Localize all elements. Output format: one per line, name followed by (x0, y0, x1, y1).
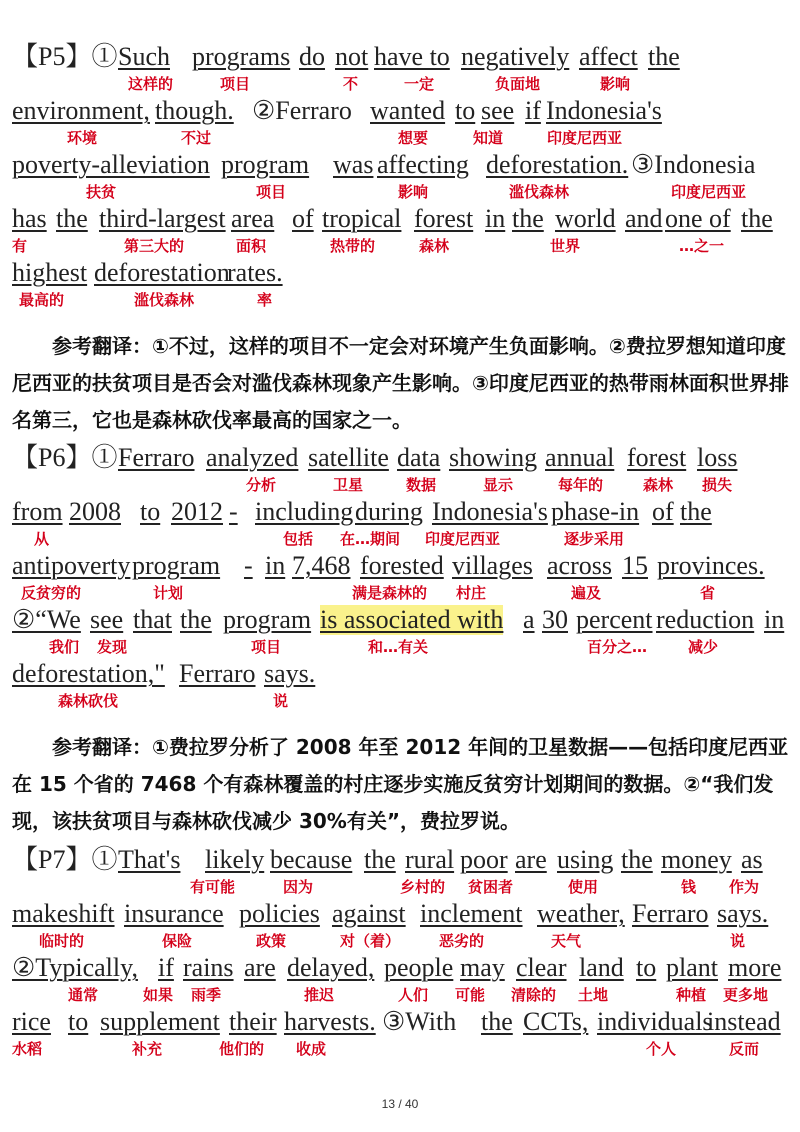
english-word: 30 (542, 605, 568, 634)
chinese-gloss: 推迟 (304, 986, 335, 1004)
chinese-gloss: 村庄 (456, 584, 487, 602)
english-word: data (397, 443, 441, 472)
p7-english-line (12, 1007, 792, 1041)
english-word: the (621, 845, 653, 874)
english-word: Indonesia's (432, 497, 548, 526)
chinese-gloss: 反而 (729, 1040, 760, 1058)
english-word: the (56, 204, 88, 233)
chinese-gloss: 扶贫 (86, 183, 117, 201)
p7-gloss-line (12, 877, 792, 899)
chinese-gloss: 项目 (220, 75, 251, 93)
p6-gloss-line (12, 529, 792, 551)
english-word: Ferraro (179, 659, 256, 688)
english-word: was (333, 150, 374, 179)
chinese-gloss: 第三大的 (124, 237, 185, 255)
chinese-gloss: 满是森林的 (352, 584, 428, 602)
chinese-gloss: 如果 (143, 986, 174, 1004)
english-word: of (652, 497, 674, 526)
english-word: their (229, 1007, 277, 1036)
english-word: rains (183, 953, 234, 982)
chinese-gloss: 世界 (550, 237, 581, 255)
chinese-gloss: 百分之… (587, 638, 648, 656)
english-word: wanted (370, 96, 446, 125)
p7-english-line (12, 845, 792, 879)
chinese-gloss: 逐步采用 (564, 530, 625, 548)
english-word: 2008 (69, 497, 121, 526)
chinese-gloss: 政策 (256, 932, 287, 950)
english-word: including (255, 497, 354, 526)
english-word: Ferraro (118, 443, 195, 472)
chinese-gloss: 不过 (181, 129, 212, 147)
chinese-gloss: 作为 (729, 878, 760, 896)
chinese-gloss: 我们 (49, 638, 80, 656)
p7-gloss-line (12, 985, 792, 1007)
english-word: delayed, (287, 953, 375, 982)
chinese-gloss: 土地 (578, 986, 609, 1004)
english-word: deforestation," (12, 659, 165, 688)
chinese-gloss: 人们 (398, 986, 429, 1004)
english-word: instead (707, 1007, 781, 1036)
p6-gloss-line (12, 637, 792, 659)
english-word: 2012 (171, 497, 223, 526)
english-word: tropical (322, 204, 402, 233)
chinese-gloss: 滥伐森林 (509, 183, 570, 201)
p6-gloss-line (12, 583, 792, 605)
p6-english-line (12, 497, 792, 531)
english-word: plant (666, 953, 718, 982)
chinese-gloss: 影响 (600, 75, 631, 93)
chinese-gloss: 可能 (455, 986, 486, 1004)
english-word: more (728, 953, 782, 982)
chinese-gloss: 雨季 (191, 986, 222, 1004)
chinese-gloss: 包括 (283, 530, 314, 548)
english-word: against (332, 899, 406, 928)
english-word: the (680, 497, 712, 526)
p5-gloss-line (12, 236, 792, 258)
english-word: forest (414, 204, 474, 233)
chinese-gloss: 保险 (162, 932, 193, 950)
english-word: poor (460, 845, 508, 874)
chinese-gloss: 通常 (68, 986, 99, 1004)
chinese-gloss: 天气 (551, 932, 582, 950)
p6-english-line (12, 443, 792, 477)
english-word: are (244, 953, 276, 982)
english-word: deforestation. (486, 150, 629, 179)
english-word: 【P5】① (12, 42, 118, 71)
chinese-gloss: 数据 (406, 476, 437, 494)
english-word: program (221, 150, 310, 179)
english-word: ②Typically, (12, 953, 138, 982)
chinese-gloss: 有 (12, 237, 28, 255)
p6-english-line (12, 659, 792, 693)
english-word: land (579, 953, 624, 982)
english-word: not (335, 42, 369, 71)
p5-english-line (12, 96, 792, 130)
chinese-gloss: 钱 (681, 878, 697, 896)
english-word: makeshift (12, 899, 115, 928)
english-word: the (741, 204, 773, 233)
english-word: loss (697, 443, 738, 472)
chinese-gloss: 知道 (473, 129, 504, 147)
chinese-gloss: 使用 (568, 878, 599, 896)
english-word: villages (452, 551, 533, 580)
english-word: forest (627, 443, 687, 472)
chinese-gloss: 因为 (283, 878, 314, 896)
p5-english-line (12, 150, 792, 184)
english-word: though. (155, 96, 234, 125)
chinese-gloss: 和…有关 (368, 638, 429, 656)
p5-gloss-line (12, 128, 792, 150)
chinese-gloss: 有可能 (190, 878, 236, 896)
english-word: 15 (622, 551, 648, 580)
english-word: antipoverty (12, 551, 131, 580)
chinese-gloss: 显示 (483, 476, 514, 494)
chinese-gloss: 面积 (236, 237, 267, 255)
p7-english-line (12, 899, 792, 933)
english-word: clear (516, 953, 567, 982)
english-word: highest (12, 258, 88, 287)
chinese-gloss: 个人 (646, 1040, 677, 1058)
english-word: That's (118, 845, 181, 874)
highlighted-phrase: is associated with (320, 605, 504, 634)
english-word: the (648, 42, 680, 71)
english-word: of (292, 204, 314, 233)
english-word: may (460, 953, 505, 982)
chinese-gloss: …之一 (679, 237, 725, 255)
p5-gloss-line (12, 74, 792, 96)
p5-gloss-line (12, 182, 792, 204)
english-word: ②“We (12, 605, 81, 634)
chinese-gloss: 分析 (246, 476, 277, 494)
english-word: have to (374, 42, 450, 71)
english-word: showing (449, 443, 538, 472)
english-word: in (485, 204, 506, 233)
english-word: Such (118, 42, 170, 71)
chinese-gloss: 项目 (251, 638, 282, 656)
english-word: using (557, 845, 614, 874)
p6-gloss-line (12, 475, 792, 497)
chinese-gloss: 想要 (398, 129, 429, 147)
p7-english-line (12, 953, 792, 987)
chinese-gloss: 森林 (643, 476, 674, 494)
english-word: program (223, 605, 312, 634)
english-word: Ferraro (632, 899, 709, 928)
p5-translation: 参考翻译：①不过，这样的项目不一定会对环境产生负面影响。②费拉罗想知道印度尼西亚的扶贫项目是否会对滥伐森林现象产生影响。③印度尼西亚的热带雨林面积世界排名第三，它也是森林砍伐率最高的国家之一。 (12, 334, 789, 432)
english-word: the (481, 1007, 513, 1036)
chinese-gloss: 最高的 (19, 291, 65, 309)
english-word: negatively (461, 42, 570, 71)
english-word: deforestation (94, 258, 230, 287)
english-word: to (636, 953, 657, 982)
english-word: during (355, 497, 423, 526)
p6-gloss-line (12, 691, 792, 713)
chinese-gloss: 在…期间 (340, 530, 401, 548)
english-word: world (555, 204, 616, 233)
english-word: percent (576, 605, 653, 634)
english-word: rates. (227, 258, 283, 287)
chinese-gloss: 这样的 (128, 75, 174, 93)
english-word: area (231, 204, 275, 233)
english-word: 【P7】① (12, 845, 118, 874)
english-word: supplement (100, 1007, 220, 1036)
chinese-gloss: 更多地 (723, 986, 769, 1004)
english-word: policies (239, 899, 320, 928)
english-word: says. (264, 659, 316, 688)
chinese-gloss: 滥伐森林 (134, 291, 195, 309)
english-word: analyzed (206, 443, 299, 472)
chinese-gloss: 森林砍伐 (58, 692, 119, 710)
english-word: program (132, 551, 221, 580)
english-word: in (265, 551, 286, 580)
english-word: CCTs, (523, 1007, 589, 1036)
english-word: annual (545, 443, 615, 472)
english-word: the (512, 204, 544, 233)
english-word: likely (205, 845, 265, 874)
chinese-gloss: 说 (273, 692, 289, 710)
english-word: phase-in (551, 497, 640, 526)
p5-gloss-line (12, 290, 792, 312)
english-word: because (270, 845, 353, 874)
english-word: affecting (377, 150, 469, 179)
p6-translation: 参考翻译：①费拉罗分析了 2008 年至 2012 年间的卫星数据——包括印度尼西亚在 15 个省的 7468 个有森林覆盖的村庄逐步实施反贫穷计划期间的数据。②“我们发现，该扶贫项目与森林砍伐减少 30%有关”，费拉罗说。 (12, 735, 789, 833)
chinese-gloss: 发现 (97, 638, 128, 656)
english-word: that (133, 605, 172, 634)
chinese-gloss: 对（着） (340, 932, 401, 950)
chinese-gloss: 印度尼西亚 (671, 183, 747, 201)
english-word: a (523, 605, 535, 634)
chinese-gloss: 负面地 (495, 75, 541, 93)
english-word: ③Indonesia (631, 150, 756, 179)
english-word: to (455, 96, 476, 125)
english-word: the (180, 605, 212, 634)
chinese-gloss: 率 (257, 291, 273, 309)
chinese-gloss: 省 (700, 584, 716, 602)
chinese-gloss: 热带的 (330, 237, 376, 255)
chinese-gloss: 水稻 (12, 1040, 43, 1058)
chinese-gloss: 清除的 (511, 986, 557, 1004)
chinese-gloss: 临时的 (39, 932, 85, 950)
english-word: see (90, 605, 124, 634)
chinese-gloss: 卫星 (333, 476, 364, 494)
english-word: third-largest (99, 204, 226, 233)
english-word: if (158, 953, 174, 982)
english-word: - (229, 497, 238, 526)
english-word: in (764, 605, 785, 634)
english-word: and (625, 204, 663, 233)
chinese-gloss: 恶劣的 (439, 932, 485, 950)
chinese-gloss: 反贫穷的 (21, 584, 82, 602)
chinese-gloss: 印度尼西亚 (547, 129, 623, 147)
chinese-gloss: 从 (34, 530, 50, 548)
chinese-gloss: 种植 (676, 986, 707, 1004)
p7-gloss-line (12, 1039, 792, 1061)
english-word: individuals (597, 1007, 713, 1036)
english-word: 【P6】① (12, 443, 118, 472)
english-word: harvests. (284, 1007, 376, 1036)
english-word: reduction (656, 605, 755, 634)
english-word: provinces. (657, 551, 765, 580)
chinese-gloss: 不 (343, 75, 359, 93)
chinese-gloss: 一定 (404, 75, 435, 93)
p5-english-line (12, 258, 792, 292)
chinese-gloss: 每年的 (558, 476, 604, 494)
chinese-gloss: 补充 (132, 1040, 163, 1058)
chinese-gloss: 贫困者 (468, 878, 514, 896)
english-word: the (364, 845, 396, 874)
chinese-gloss: 环境 (67, 129, 98, 147)
chinese-gloss: 项目 (256, 183, 287, 201)
english-word: see (481, 96, 515, 125)
english-word: from (12, 497, 63, 526)
english-word: poverty-alleviation (12, 150, 210, 179)
english-word: as (741, 845, 763, 874)
english-word: do (299, 42, 325, 71)
english-word: satellite (308, 443, 389, 472)
english-word: affect (579, 42, 638, 71)
english-word: says. (717, 899, 769, 928)
chinese-gloss: 乡村的 (400, 878, 446, 896)
english-word: programs (192, 42, 291, 71)
p5-english-line (12, 204, 792, 238)
chinese-gloss: 遍及 (571, 584, 602, 602)
p5-english-line (12, 42, 792, 76)
english-word: rice (12, 1007, 51, 1036)
english-word: 7,468 (292, 551, 351, 580)
english-word: environment, (12, 96, 150, 125)
p6-english-line (12, 605, 792, 639)
english-word: people (384, 953, 454, 982)
chinese-gloss: 影响 (398, 183, 429, 201)
english-word: to (68, 1007, 89, 1036)
english-word: if (525, 96, 541, 125)
chinese-gloss: 说 (730, 932, 746, 950)
chinese-gloss: 收成 (296, 1040, 327, 1058)
english-word: inclement (420, 899, 523, 928)
chinese-gloss: 损失 (702, 476, 733, 494)
english-word: ②Ferraro (252, 96, 352, 125)
page-number: 13 / 40 (381, 1097, 419, 1111)
english-word: insurance (124, 899, 224, 928)
english-word: money (661, 845, 732, 874)
english-word: has (12, 204, 47, 233)
english-word: across (547, 551, 612, 580)
chinese-gloss: 减少 (688, 638, 719, 656)
english-word: rural (405, 845, 455, 874)
english-word: - (244, 551, 253, 580)
english-word: ③With (382, 1007, 457, 1036)
chinese-gloss: 森林 (419, 237, 450, 255)
chinese-gloss: 印度尼西亚 (425, 530, 501, 548)
english-word: to (140, 497, 161, 526)
chinese-gloss: 他们的 (219, 1040, 265, 1058)
english-word: forested (360, 551, 444, 580)
p6-english-line (12, 551, 792, 585)
english-word: are (515, 845, 547, 874)
p7-gloss-line (12, 931, 792, 953)
english-word: weather, (537, 899, 625, 928)
chinese-gloss: 计划 (153, 584, 184, 602)
english-word: one of (665, 204, 731, 233)
english-word: Indonesia's (546, 96, 662, 125)
